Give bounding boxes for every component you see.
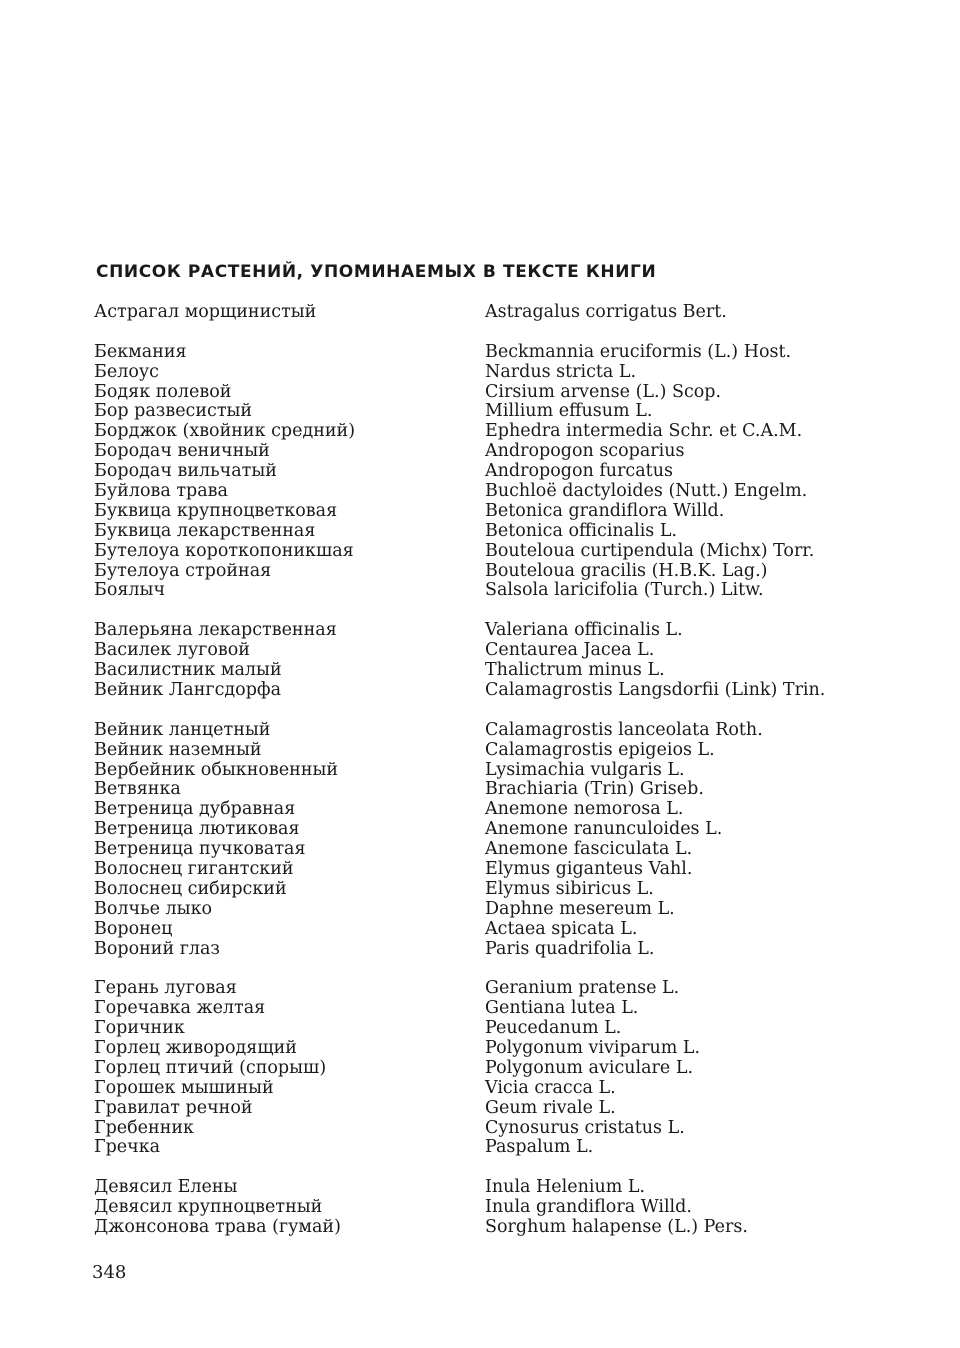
list-item: [0, 1198, 960, 1218]
latin-name: Nardus stricta L.: [485, 361, 637, 382]
russian-name: Вейник ланцетный: [94, 719, 271, 740]
russian-name: Ветреница дубравная: [94, 799, 296, 820]
latin-name: Calamagrostis lanceolata Roth.: [485, 719, 763, 740]
list-item: [0, 880, 960, 900]
list-item: [0, 940, 960, 960]
russian-name: Волчье лыко: [94, 898, 213, 919]
page-number: 348: [92, 1262, 127, 1283]
list-item: [0, 780, 960, 800]
russian-name: Горечавка желтая: [94, 998, 266, 1019]
list-item: [0, 999, 960, 1019]
latin-name: Ephedra intermedia Schr. et C.A.M.: [485, 421, 803, 442]
latin-name: Thalictrum minus L.: [485, 660, 665, 681]
plant-list: [0, 303, 960, 1238]
latin-name: Betonica grandiflora Willd.: [485, 500, 725, 521]
latin-name: Geranium pratense L.: [485, 978, 680, 999]
russian-name: Волоснец гигантский: [94, 858, 294, 879]
latin-name: Bouteloua gracilis (H.B.K. Lag.): [485, 560, 768, 581]
russian-name: Василистник малый: [94, 660, 282, 681]
russian-name: Астрагал морщинистый: [94, 302, 317, 322]
russian-name: Джонсонова трава (гумай): [94, 1216, 341, 1237]
russian-name: Ветреница пучковатая: [94, 839, 306, 860]
list-item: [0, 422, 960, 442]
list-item: [0, 1039, 960, 1059]
latin-name: Daphne mesereum L.: [485, 898, 675, 919]
russian-name: Бородач веничный: [94, 441, 270, 462]
russian-name: Горлец живородящий: [94, 1037, 297, 1058]
list-item: [0, 1059, 960, 1079]
list-item: [0, 1218, 960, 1238]
russian-name: Буквица лекарственная: [94, 520, 316, 541]
list-item: [0, 860, 960, 880]
latin-name: Andropogon scoparius: [485, 441, 685, 462]
latin-name: Betonica officinalis L.: [485, 520, 678, 541]
latin-name: Salsola laricifolia (Turch.) Litw.: [485, 580, 764, 601]
page-title: СПИСОК РАСТЕНИЙ, УПОМИНАЕМЫХ В ТЕКСТЕ КНИГИ: [96, 262, 657, 282]
list-item: [0, 1138, 960, 1158]
list-item: [0, 1099, 960, 1119]
list-item: [0, 343, 960, 363]
latin-name: Inula Helenium L.: [485, 1177, 646, 1198]
latin-name: Sorghum halapense (L.) Pers.: [485, 1216, 748, 1237]
russian-name: Белоус: [94, 361, 159, 382]
latin-name: Bouteloua curtipendula (Michx) Torr.: [485, 540, 815, 561]
latin-name: Elymus sibiricus L.: [485, 878, 654, 899]
latin-name: Calamagrostis epigeios L.: [485, 739, 715, 760]
list-item: [0, 661, 960, 681]
list-item: [0, 522, 960, 542]
russian-name: Валерьяна лекарственная: [94, 620, 337, 641]
russian-name: Бор развесистый: [94, 401, 253, 422]
latin-name: Inula grandiflora Willd.: [485, 1197, 692, 1218]
list-item: [0, 621, 960, 641]
latin-name: Centaurea Jacea L.: [485, 640, 655, 661]
russian-name: Горошек мышиный: [94, 1077, 274, 1098]
list-item: [0, 761, 960, 781]
russian-name: Ветреница лютиковая: [94, 819, 300, 840]
list-item: [0, 482, 960, 502]
latin-name: Anemone ranunculoides L.: [485, 819, 723, 840]
russian-name: Бородач вильчатый: [94, 461, 277, 482]
latin-name: Buchloë dactyloides (Nutt.) Engelm.: [485, 481, 808, 502]
russian-name: Горлец птичий (спорыш): [94, 1057, 327, 1078]
list-item: [0, 979, 960, 999]
latin-name: Geum rivale L.: [485, 1097, 616, 1118]
list-item: [0, 820, 960, 840]
latin-name: Elymus giganteus Vahl.: [485, 858, 693, 879]
latin-name: Polygonum aviculare L.: [485, 1057, 694, 1078]
russian-name: Бутелоуа короткопоникшая: [94, 540, 354, 561]
russian-name: Волоснец сибирский: [94, 878, 287, 899]
latin-name: Lysimachia vulgaris L.: [485, 759, 685, 780]
russian-name: Гравилат речной: [94, 1097, 253, 1118]
russian-name: Ветвянка: [94, 779, 181, 800]
russian-name: Вербейник обыкновенный: [94, 759, 339, 780]
list-item: [0, 800, 960, 820]
list-item: [0, 402, 960, 422]
list-item: [0, 1019, 960, 1039]
latin-name: Cirsium arvense (L.) Scop.: [485, 381, 722, 402]
latin-name: Polygonum viviparum L.: [485, 1037, 701, 1058]
latin-name: Paspalum L.: [485, 1137, 594, 1158]
latin-name: Beckmannia eruciformis (L.) Host.: [485, 341, 792, 362]
list-item: [0, 442, 960, 462]
list-item: [0, 462, 960, 482]
latin-name: Andropogon furcatus: [485, 461, 673, 482]
russian-name: Вороний глаз: [94, 938, 220, 959]
russian-name: Девясил крупноцветный: [94, 1197, 323, 1218]
russian-name: Буйлова трава: [94, 481, 228, 502]
latin-name: Anemone nemorosa L.: [485, 799, 684, 820]
russian-name: Боялыч: [94, 580, 166, 601]
list-item: [0, 721, 960, 741]
russian-name: Воронец: [94, 918, 173, 939]
list-item: [0, 562, 960, 582]
list-item: [0, 303, 960, 323]
latin-name: Paris quadrifolia L.: [485, 938, 655, 959]
russian-name: Борджок (хвойник средний): [94, 421, 356, 442]
list-item: [0, 581, 960, 601]
list-item: [0, 641, 960, 661]
latin-name: Astragalus corrigatus Bert.: [485, 302, 727, 322]
latin-name: Gentiana lutea L.: [485, 998, 639, 1019]
latin-name: Vicia cracca L.: [485, 1077, 616, 1098]
list-item: [0, 1079, 960, 1099]
russian-name: Герань луговая: [94, 978, 237, 999]
list-item: [0, 900, 960, 920]
russian-name: Гречка: [94, 1137, 161, 1158]
russian-name: Василек луговой: [94, 640, 250, 661]
latin-name: Valeriana officinalis L.: [485, 620, 683, 641]
russian-name: Бодяк полевой: [94, 381, 232, 402]
latin-name: Anemone fasciculata L.: [485, 839, 693, 860]
latin-name: Cynosurus cristatus L.: [485, 1117, 685, 1138]
russian-name: Буквица крупноцветковая: [94, 500, 338, 521]
russian-name: Вейник наземный: [94, 739, 262, 760]
list-item: [0, 363, 960, 383]
list-item: [0, 920, 960, 940]
list-item: [0, 1178, 960, 1198]
russian-name: Гребенник: [94, 1117, 194, 1138]
list-item: [0, 502, 960, 522]
list-item: [0, 741, 960, 761]
russian-name: Бекмания: [94, 341, 187, 362]
list-item: [0, 681, 960, 721]
list-item: [0, 840, 960, 860]
latin-name: Actaea spicata L.: [485, 918, 638, 939]
list-item: [0, 542, 960, 562]
latin-name: Brachiaria (Trin) Griseb.: [485, 779, 704, 800]
russian-name: Горичник: [94, 1018, 185, 1039]
latin-name: Peucedanum L.: [485, 1018, 622, 1039]
latin-name: Millium effusum L.: [485, 401, 653, 422]
russian-name: Девясил Елены: [94, 1177, 238, 1198]
latin-name: Calamagrostis Langsdorfii (Link) Trin.: [485, 679, 826, 700]
list-item: [0, 1119, 960, 1139]
russian-name: Вейник Лангсдорфа: [94, 679, 282, 700]
list-item: [0, 383, 960, 403]
russian-name: Бутелоуа стройная: [94, 560, 272, 581]
